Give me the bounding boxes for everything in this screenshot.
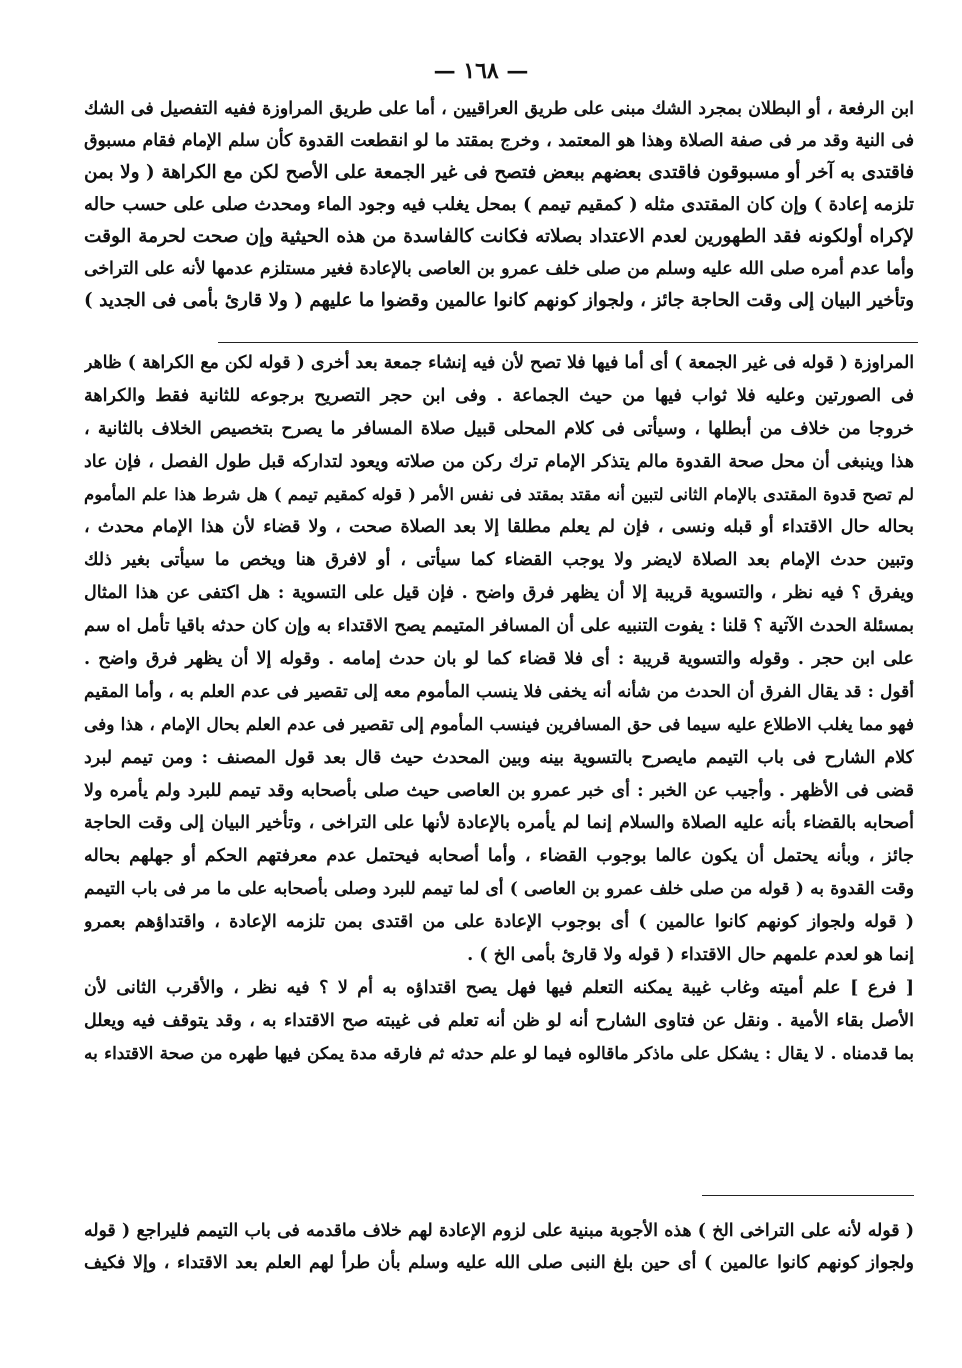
commentary-line: ( قوله ولجواز كونهم كانوا عالمين ) أى بوجوب الإعادة على من اقتدى بمن تلزمه الإعادة ، واقتداؤهم بعمرو xyxy=(84,912,914,933)
main-text-line: فى النية وقد مر فى صفة الصلاة وهذا هو المعتمد ، وخرج بمقتد ما لو انقطعت القدوة كأن سلم الإمام فقام مسبوق xyxy=(84,131,914,151)
commentary-line: كلام الشارح فى باب التيمم مايصرح بالتسوية بينه وبين المحدث حيث قال بعد قول المصنف : ومن تيمم لبرد xyxy=(84,747,914,768)
commentary-line: قضى فى الأظهر . وأجيب عن الخبر : أى خبر عمرو بن العاصى حيث صلى بأصحابه وقد تيمم للبرد ولم يأمره ولا xyxy=(84,780,914,801)
commentary-line: الأصل بقاء الأمية . ونقل عن فتاوى الشارح أنه لو ظن أنه تعلم فى غيبته صح الاقتداء به ، وقد يتوقف فيه ويعلل xyxy=(84,1010,914,1031)
commentary-line: هذا وينبغى أن محل صحة القدوة مالم يتذكر الإمام ترك ركن من صلاته ويعود لتداركه قبل طول الفصل ، فإن عاد xyxy=(84,451,914,472)
commentary-block xyxy=(84,347,914,1071)
main-text-line: فاقتدى به آخر أو مسبوقون فاقتدى بعضهم ببعض فتصح فى غير الجمعة على الأصح لكن مع الكراهة ( ولا بمن xyxy=(84,162,914,183)
commentary-line: جائز ، وبأنه يحتمل أن يكون عالما بوجوب القضاء ، وأما أصحابه فيحتمل عدم معرفتهم الحكم أو جهلهم بحاله xyxy=(84,846,914,867)
footnote-line: ولجواز كونهم كانوا عالمين ) أى حين بلغ النبى صلى الله عليه وسلم بأن طرأ لهم العلم بعد الاقتداء ، وإلا فكيف xyxy=(84,1253,914,1273)
commentary-line: وتبين حدث الإمام بعد الصلاة لايضر ولا يوجب القضاء كما سيأتى ، أو لافرق هنا ويخص ما سيأتى بغير ذلك xyxy=(84,550,914,571)
commentary-line: ويفرق ؟ فيه نظر ، والتسوية قريبة إلا أن يظهر فرق واضح . فإن قيل على التسوية : هل اكتفى عن هذا المثال xyxy=(84,583,914,604)
commentary-line: فى الصورتين وعليه فلا ثواب فيها من حيث الجماعة . وفى ابن حجر التصريح برجوعه للثانية فقط والكراهة xyxy=(84,385,914,406)
footnote-divider xyxy=(702,1195,914,1196)
section-divider xyxy=(218,342,918,343)
footnote-block xyxy=(84,1215,914,1279)
commentary-line: [ فرع ] علم أميته وغاب غيبة يمكنه التعلم فيها فهل يصح اقتداؤه به أم لا ؟ فيه نظر ، والأقرب الثانى لأن xyxy=(84,977,914,998)
main-text-line: ابن الرفعة ، أو البطلان بمجرد الشك مبنى على طريق العراقيين ، أما على طريق المراوزة ففيه التفصيل فى الشك xyxy=(84,99,914,119)
commentary-line: فهو مما يغلب الاطلاع عليه سيما فى حق المسافرين فينسب المأموم إلى تقصير فى عدم العلم بحال الإمام ، هذا وفى xyxy=(84,714,914,735)
main-text-line: وأما عدم أمره صلى الله عليه وسلم من صلى خلف عمرو بن العاصى بالإعادة فغير مستلزم عدمها لأنه على التراخى xyxy=(84,259,914,279)
commentary-line: على ابن حجر . وقوله والتسوية قريبة : أى فلا قضاء كما لو بان حدث إمامه . وقوله إلا أن يظهر فرق واضح . xyxy=(84,649,914,670)
commentary-line: لم تصح قدوة المقتدى بالإمام الثانى لتبين أنه مقتد بمقتد فى نفس الأمر ( قوله كمقيم تيمم ) هل شرط هذا علم المأموم xyxy=(84,484,914,504)
main-text-block xyxy=(84,93,914,317)
footnote-line: ( قوله لأنه على التراخى الخ ) هذه الأجوبة مبنية على لزوم الإعادة لهم خلاف ماقدمه فى باب التيمم فليراجع ( قوله xyxy=(84,1221,914,1241)
commentary-line: بمسئلة الحدث الآتية ؟ قلنا : يفوت التنبيه على أن المسافر المتيمم يصح الاقتداء به وإن كان حدثه باقيا تأمل اه سم xyxy=(84,616,914,637)
page-number: — ١٦٨ — xyxy=(433,58,529,84)
main-text-line: وتأخير البيان إلى وقت الحاجة جائز ، ولجواز كونهم كانوا عالمين وقضوا ما عليهم ( ولا قارئ بأمى فى الجديد ) xyxy=(84,290,914,311)
commentary-line: المراوزة ( قوله فى غير الجمعة ) أى أما فيها فلا تصح لأن فيه إنشاء جمعة بعد أخرى ( قوله لكن مع الكراهة ) ظاهر xyxy=(84,353,914,373)
commentary-line: بما قدمناه . لا يقال : يشكل على ماذكر ماقالوه فيما لو علم حدثه ثم فارقه مدة يمكن فيها طهره من صحة الاقتداء به xyxy=(84,1043,914,1064)
commentary-line: أقول : قد يقال الفرق أن الحدث من شأنه أنه يخفى فلا ينسب المأموم معه إلى تقصير فى عدم العلم به ، وأما المقيم xyxy=(84,681,914,702)
main-text-line: لإكراه أولكونه فقد الطهورين لعدم الاعتداد بصلاته فكانت كالفاسدة من هذه الحيثية وإن صحت لحرمة الوقت xyxy=(84,226,914,247)
main-text-line: تلزمه إعادة ) وإن كان المقتدى مثله ( كمقيم تيمم ) بمحل يغلب فيه وجود الماء ومحدث صلى على حسب حاله xyxy=(84,194,914,215)
commentary-line: وقت القدوة به ( قوله من صلى خلف عمرو بن العاصى ) أى لما تيمم للبرد وصلى بأصحابه على ما مر فى باب التيمم xyxy=(84,879,914,900)
commentary-line: أصحابه بالقضاء بأنه عليه الصلاة والسلام إنما لم يأمره بالإعادة لأنها على التراخى ، وتأخير البيان إلى وقت الحاجة xyxy=(84,813,914,834)
commentary-line: إنما هو لعدم علمهم حال الاقتداء ( قوله ولا قارئ بأمى الخ ) . xyxy=(467,945,914,966)
commentary-line: بحاله حال الاقتداء أو قبله ونسى ، فإن لم يعلم مطلقا إلا بعد الصلاة صحت ، ولا قضاء لأن هذا الإمام محدث ، xyxy=(84,517,914,538)
commentary-line: خروجا من خلاف من أبطلها ، وسيأتى فى كلام المحلى قبيل صلاة المسافر ما يصرح بتخصيص الخلاف بالثانية ، xyxy=(84,418,914,439)
